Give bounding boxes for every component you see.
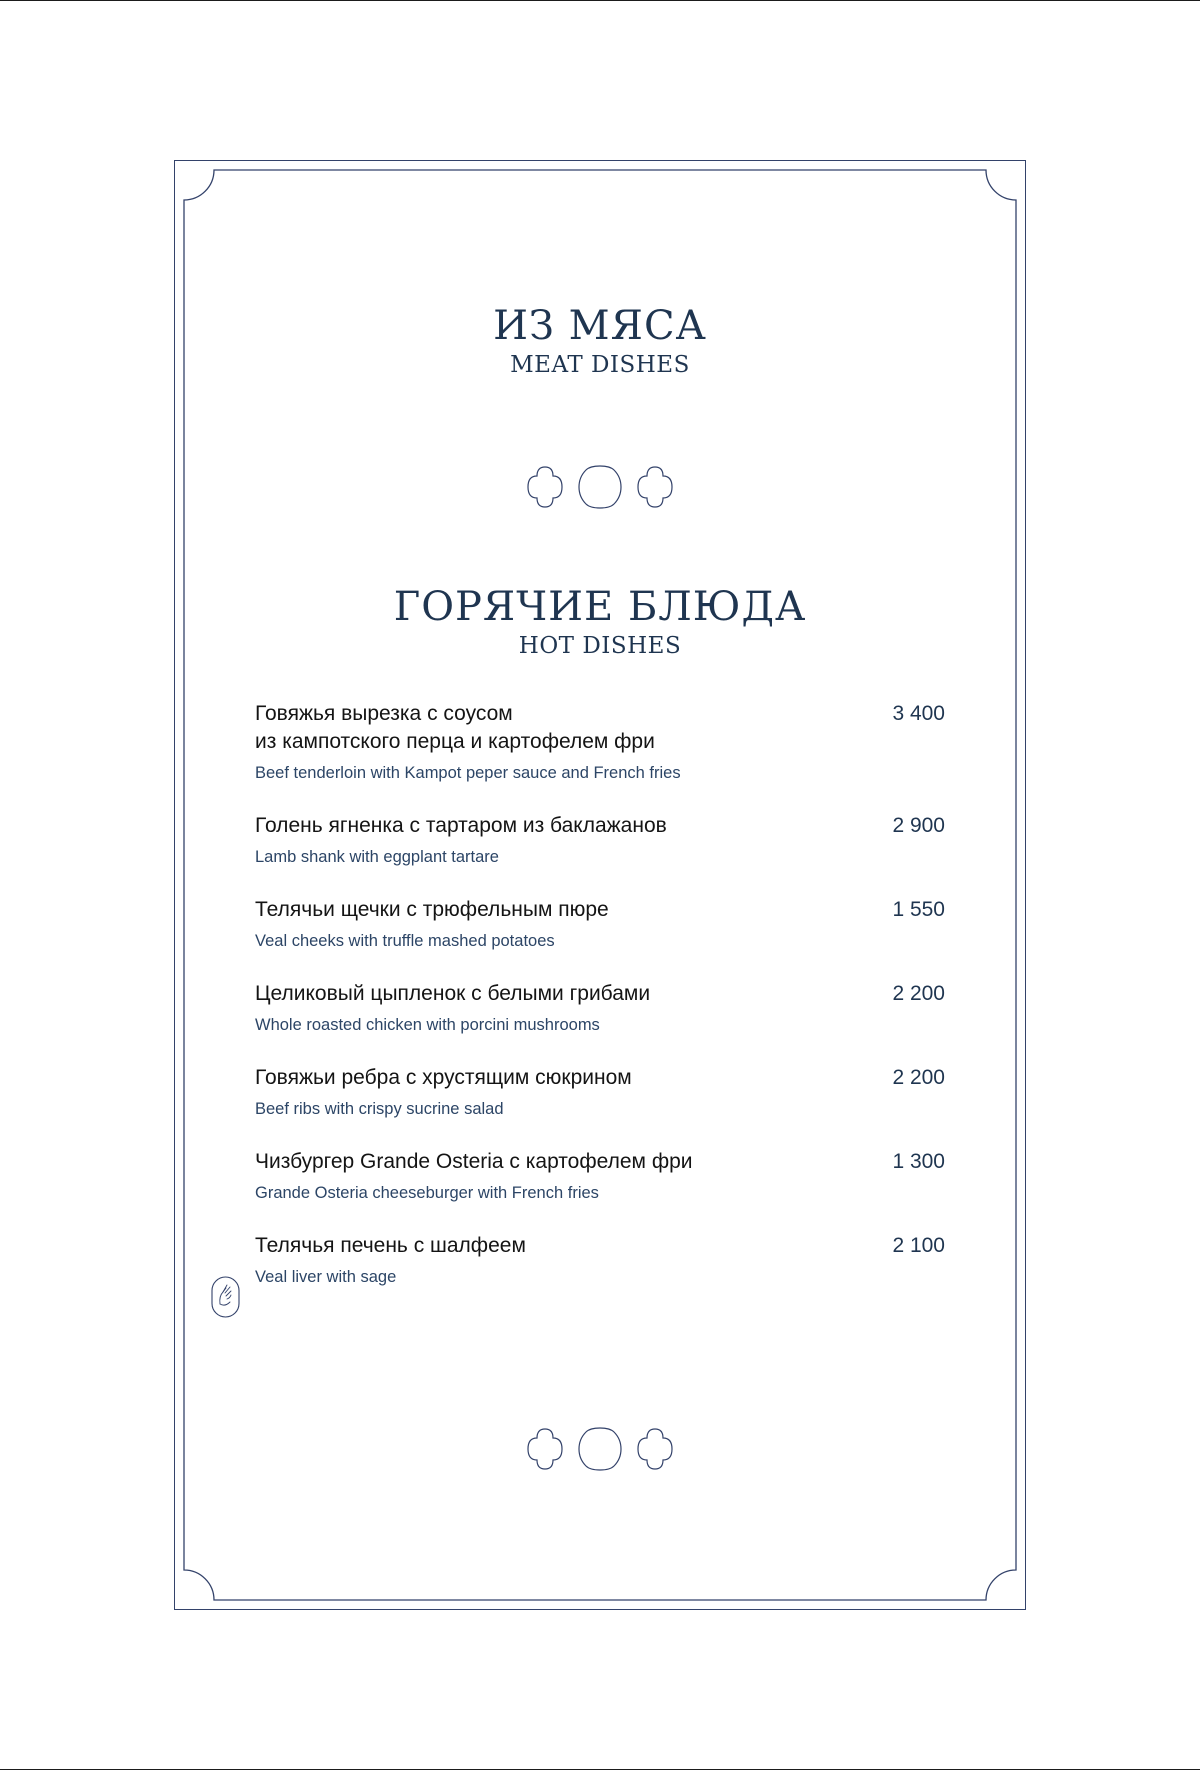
menu-item-price: 1 300 bbox=[892, 1150, 945, 1173]
chef-hand-badge-icon bbox=[211, 1276, 240, 1318]
menu-item-price: 2 200 bbox=[892, 1066, 945, 1089]
menu-item bbox=[255, 1064, 945, 1120]
menu-item-price: 2 900 bbox=[892, 814, 945, 837]
section-title-en: MEAT DISHES bbox=[510, 352, 690, 378]
menu-item-name-en: Veal cheeks with truffle mashed potatoes bbox=[255, 932, 555, 950]
menu-item-name-ru: Голень ягненка с тартаром из баклажанов bbox=[255, 814, 667, 837]
menu-item bbox=[255, 896, 945, 952]
top-edge-line bbox=[0, 0, 1200, 1]
subsection-title-en: HOT DISHES bbox=[518, 633, 682, 659]
menu-item bbox=[255, 812, 945, 868]
menu-item bbox=[255, 1148, 945, 1204]
quatrefoil-ornament-icon bbox=[520, 1424, 680, 1474]
menu-item bbox=[255, 700, 945, 784]
menu-item-name-en: Lamb shank with eggplant tartare bbox=[255, 848, 499, 866]
menu-item-price: 3 400 bbox=[892, 702, 945, 725]
menu-item-name-ru: Говяжья вырезка с соусом из кампотского перца и картофелем фри bbox=[255, 702, 655, 753]
menu-item-name-en: Whole roasted chicken with porcini mushrooms bbox=[255, 1016, 600, 1034]
menu-item-name-ru: Говяжьи ребра с хрустящим сюкрином bbox=[255, 1066, 632, 1089]
bottom-edge-line bbox=[0, 1769, 1200, 1770]
menu-item-name-ru: Телячья печень с шалфеем bbox=[255, 1234, 526, 1257]
quatrefoil-ornament-icon bbox=[520, 462, 680, 512]
section-title-ru: ИЗ МЯСА bbox=[493, 303, 707, 349]
subsection-title-ru: ГОРЯЧИЕ БЛЮДА bbox=[393, 584, 807, 630]
menu-item-name-en: Veal liver with sage bbox=[255, 1268, 397, 1286]
menu-item-price: 2 100 bbox=[892, 1234, 945, 1257]
menu-item bbox=[255, 1232, 945, 1288]
menu-item-name-en: Beef ribs with crispy sucrine salad bbox=[255, 1100, 504, 1118]
menu-item bbox=[255, 980, 945, 1036]
menu-item-price: 1 550 bbox=[892, 898, 945, 921]
menu-item-name-en: Beef tenderloin with Kampot peper sauce and French fries bbox=[255, 764, 681, 782]
menu-item-price: 2 200 bbox=[892, 982, 945, 1005]
menu-item-name-ru: Чизбургер Grande Osteria с картофелем фри bbox=[255, 1150, 693, 1173]
menu-item-name-ru: Телячьи щечки с трюфельным пюре bbox=[255, 898, 609, 921]
menu-item-name-ru: Целиковый цыпленок с белыми грибами bbox=[255, 982, 651, 1005]
menu-item-name-en: Grande Osteria cheeseburger with French fries bbox=[255, 1184, 599, 1202]
menu-item-list bbox=[255, 700, 945, 1316]
